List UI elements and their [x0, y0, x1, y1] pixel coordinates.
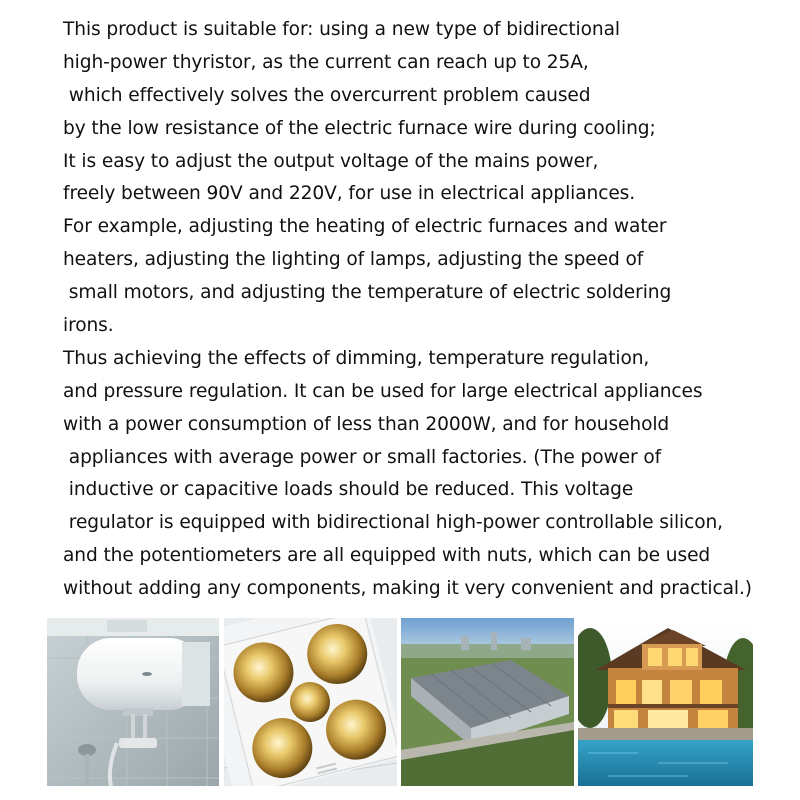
description-line-7: For example, adjusting the heating of electric furnaces and water — [63, 216, 667, 238]
description-line-5: It is easy to adjust the output voltage of the mains power, — [63, 150, 599, 172]
description-line-13: with a power consumption of less than 2000W, and for household — [63, 413, 670, 435]
description-line-14: appliances with average power or small factories. (The power of — [63, 446, 662, 468]
description-line-2: high-power thyristor, as the current can reach up to 25A, — [63, 51, 589, 73]
factory-photo — [401, 618, 574, 786]
water-heater-photo — [47, 618, 219, 786]
description-line-8: heaters, adjusting the lighting of lamps, adjusting the speed of — [63, 249, 644, 271]
description-line-15: inductive or capacitive loads should be reduced. This voltage — [63, 479, 634, 501]
description-text-block — [63, 14, 793, 606]
description-line-12: and pressure regulation. It can be used for large electrical appliances — [63, 380, 703, 402]
description-line-9: small motors, and adjusting the temperature of electric soldering — [63, 282, 672, 304]
description-line-3: which effectively solves the overcurrent problem caused — [63, 84, 591, 106]
heater-lamps-photo — [224, 618, 397, 786]
description-line-6: freely between 90V and 220V, for use in electrical appliances. — [63, 183, 636, 205]
description-line-10: irons. — [63, 315, 114, 337]
description-line-11: Thus achieving the effects of dimming, temperature regulation, — [63, 347, 650, 369]
description-line-1: This product is suitable for: using a new type of bidirectional — [63, 19, 620, 40]
description-line-17: and the potentiometers are all equipped with nuts, which can be used — [63, 545, 711, 567]
description-line-18: without adding any components, making it very convenient and practical.) — [63, 578, 752, 600]
description-line-16: regulator is equipped with bidirectional high-power controllable silicon, — [63, 512, 723, 534]
application-photos — [47, 618, 753, 786]
description-line-4: by the low resistance of the electric furnace wire during cooling; — [63, 117, 656, 139]
house-photo — [578, 618, 753, 786]
